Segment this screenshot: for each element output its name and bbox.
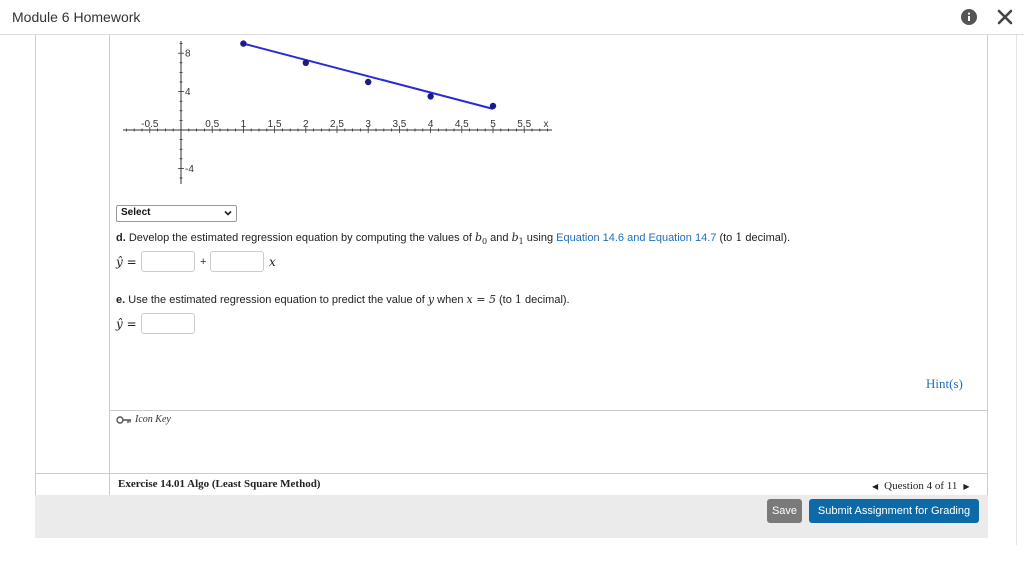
data-point — [427, 93, 433, 99]
page-title: Module 6 Homework — [12, 9, 141, 25]
hints-link[interactable]: Hint(s) — [926, 376, 963, 391]
y-symbol: y — [427, 293, 435, 306]
part-e-label: e. — [116, 294, 126, 306]
x-tick-label: 5 — [490, 119, 496, 130]
graph-labels — [141, 49, 548, 175]
y-tick-label: 4 — [185, 87, 191, 99]
part-e-text: Use the estimated regression equation to predict the value of — [128, 294, 425, 306]
x-tick-label: 2.5 — [330, 119, 344, 130]
x-tick-label: 4.5 — [454, 119, 469, 130]
select-value: Select — [121, 207, 151, 218]
exercise-title: Exercise 14.01 Algo (Least Square Method) — [118, 478, 321, 490]
x-axis-label: x — [543, 119, 549, 130]
b1-answer-input[interactable] — [210, 251, 264, 272]
chevron-down-icon — [223, 208, 233, 218]
prediction-answer-input[interactable] — [141, 313, 195, 334]
regression-line-segment — [243, 44, 493, 109]
x-tick-label: -0.5 — [141, 119, 159, 130]
save-button[interactable]: Save — [767, 499, 802, 523]
y-tick-label: 8 — [185, 48, 191, 60]
icon-key[interactable] — [116, 414, 171, 425]
decimals-value: 1 — [735, 231, 743, 244]
b0-answer-input[interactable] — [141, 251, 195, 272]
yhat-symbol: ŷ — [116, 255, 123, 269]
x-tick-label: 0.5 — [205, 119, 220, 130]
part-e-equation — [116, 317, 137, 331]
submit-assignment-button[interactable]: Submit Assignment for Grading — [809, 499, 979, 523]
top-bar — [0, 0, 1024, 35]
b1-symbol: $b_1$ — [511, 231, 524, 247]
outer-divider — [1016, 35, 1017, 545]
data-point — [490, 103, 496, 109]
part-d-label: d. — [116, 232, 126, 244]
paren-close: decimal). — [524, 294, 570, 306]
paren-open: (to — [719, 232, 733, 244]
question-counter: Question 4 of 11 — [884, 480, 958, 492]
regression-line — [243, 44, 493, 109]
x-tick-label: 4 — [427, 119, 434, 130]
graph-ticks — [126, 44, 547, 178]
graph-select[interactable] — [116, 205, 237, 222]
y-tick-label: -4 — [185, 163, 194, 175]
x-condition: x = 5 — [466, 293, 496, 306]
data-point — [365, 79, 371, 85]
part-e-prompt — [116, 293, 570, 306]
part-d-prompt — [116, 231, 790, 246]
x-tick-label: 3.5 — [392, 119, 407, 130]
data-point — [240, 40, 246, 46]
prev-question-icon[interactable]: ◀ — [872, 481, 879, 491]
scatter-graph — [115, 36, 560, 186]
equation-link[interactable]: Equation 14.6 and Equation 14.7 — [556, 232, 717, 244]
b0-symbol: $b_0$ — [474, 231, 488, 247]
graph-axes — [123, 41, 552, 184]
part-d-equation — [116, 255, 137, 269]
x-tick-label: 1 — [240, 119, 247, 130]
x-tick-label: 1.5 — [267, 119, 282, 130]
divider-line — [110, 410, 987, 411]
close-icon[interactable] — [996, 8, 1014, 26]
and-text: and — [490, 232, 509, 244]
when-text: when — [437, 294, 464, 306]
using-text: using — [526, 232, 554, 244]
question-nav — [872, 480, 970, 492]
key-icon — [116, 415, 132, 425]
decimals-value: 1 — [514, 293, 522, 306]
x-tick-label: 3 — [365, 119, 371, 130]
paren-open: (to — [499, 294, 512, 306]
data-point — [303, 60, 309, 66]
plus-sign: + — [200, 256, 207, 268]
divider-line — [35, 473, 987, 474]
info-icon[interactable] — [961, 9, 977, 25]
x-tick-label: 2 — [303, 119, 309, 130]
paren-close: decimal). — [745, 232, 791, 244]
part-d-text: Develop the estimated regression equation by computing the values of — [128, 232, 472, 244]
gutter-divider — [109, 35, 110, 495]
yhat-symbol: ŷ — [116, 317, 123, 331]
equals-sign: = — [126, 317, 137, 331]
x-tick-label: 5.5 — [517, 119, 532, 130]
icon-key-label: Icon Key — [135, 414, 171, 425]
x-variable: x — [269, 255, 276, 269]
equals-sign: = — [126, 255, 137, 269]
next-question-icon[interactable]: ▶ — [963, 481, 970, 491]
